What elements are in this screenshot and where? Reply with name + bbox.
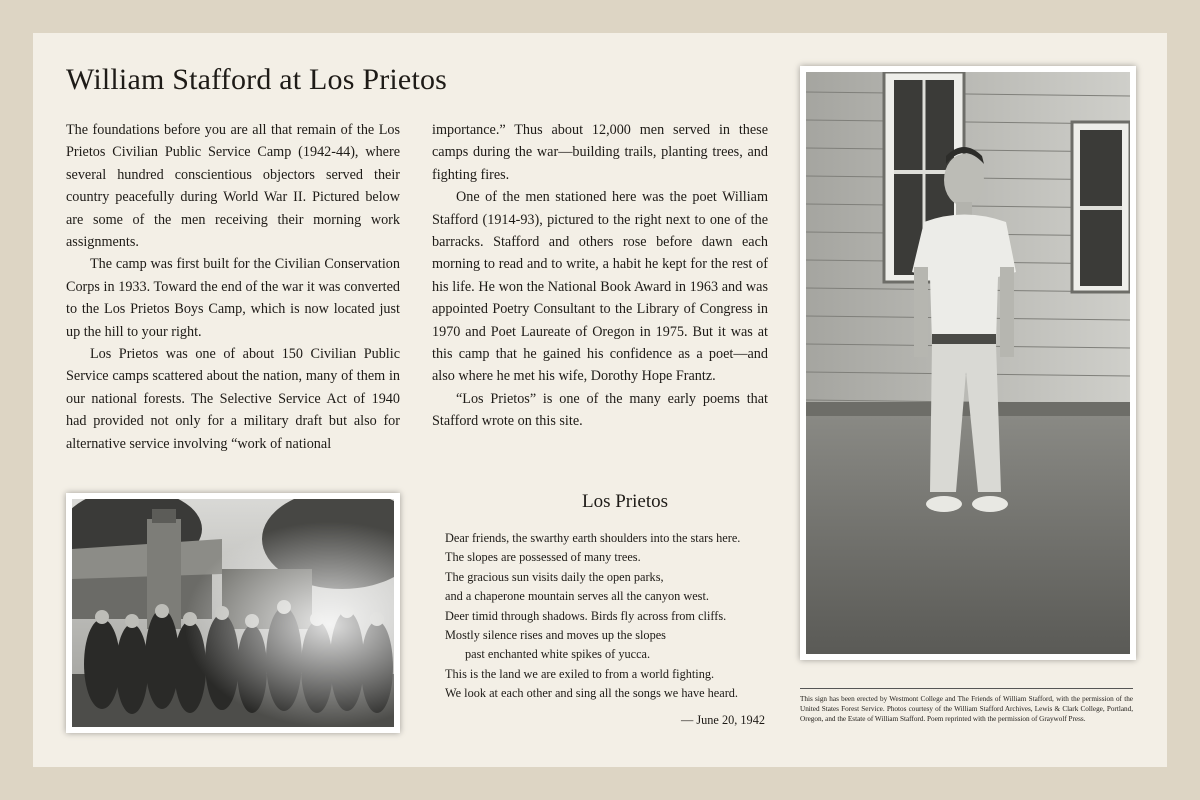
sign-title: William Stafford at Los Prietos [66,63,448,96]
poem-line: The slopes are possessed of many trees. [445,550,641,565]
paragraph: importance.” Thus about 12,000 men served in these camps during the war—building trails, planting trees, and fighting fires. [432,122,768,183]
portrait-photo-image [806,72,1130,654]
text-column-2 [432,119,768,433]
poem-title: Los Prietos [581,491,669,512]
poem-line: The gracious sun visits daily the open parks, [445,569,664,584]
paragraph: The camp was first built for the Civilian Conservation Corps in 1933. Toward the end of the war it was converted to the Los Prietos Boys Camp, which is now located just up the hill to your right. [66,256,400,340]
poem-line: Deer timid through shadows. Birds fly across from cliffs. [445,608,727,623]
sign-panel [33,33,1167,767]
portrait-photo [800,66,1136,660]
poem-line: Dear friends, the swarthy earth shoulders into the stars here. [445,531,741,545]
poem-line: We look at each other and sing all the songs we have heard. [445,686,739,701]
poem-line: This is the land we are exiled to from a world fighting. [445,666,715,681]
poem [445,491,765,728]
group-photo [66,493,400,733]
paragraph: One of the men stationed here was the poet William Stafford (1914-93), pictured to the right next to one of the barracks. Stafford and others rose before dawn each morning to read and to write, a habit he kept for the rest of his life. He won the National Book Award in 1963 and was appointed Poetry Consultant to the Library of Congress in 1970 and Poet Laureate of Oregon in 1975. But it was at this camp that he gained his confidence as a poet—and also where he met his wife, Dorothy Hope Frantz. [432,189,768,385]
paragraph: “Los Prietos” is one of the many early poems that Stafford wrote on this site. [432,390,768,430]
credit-note: This sign has been erected by Westmont College and The Friends of William Stafford, with the permission of the United States Forest Service. Photos courtesy of the William Stafford Archives, Lewis & Clark College, Portland, Oregon, and the Estate of William Stafford. Poem reprinted with the permission of Graywolf Press. [800,688,1133,724]
paragraph: Los Prietos was one of about 150 Civilian Public Service camps scattered about the nation, many of them in our national forests. The Selective Service Act of 1940 had provided not only for a military draft but also for alternative service involving “work of national [66,346,400,452]
paragraph: The foundations before you are all that remain of the Los Prietos Civilian Public Service Camp (1942-44), where several hundred conscientious objectors served their country peacefully during World War II. Pictured below are some of the men receiving their morning work assignments. [66,122,400,251]
group-photo-image [72,499,394,727]
poem-date: — June 20, 1942 [680,712,765,727]
poem-line: past enchanted white spikes of yucca. [465,647,651,662]
poem-line: Mostly silence rises and moves up the slopes [445,628,666,643]
poem-line: and a chaperone mountain serves all the canyon west. [445,589,709,604]
text-column-1 [66,119,400,455]
